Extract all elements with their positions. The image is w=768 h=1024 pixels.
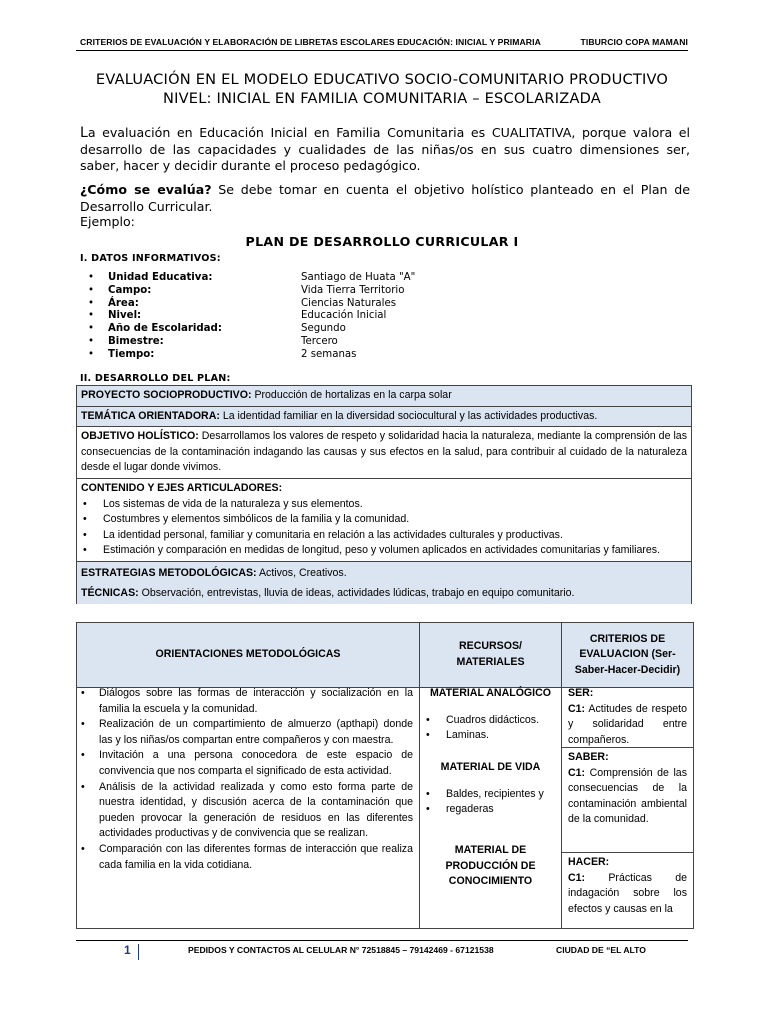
contenido-list: [81, 497, 687, 559]
title-line-2: NIVEL: INICIAL EN FAMILIA COMUNITARIA – ESCOLARIZADA: [163, 90, 601, 107]
question-paragraph: [80, 182, 690, 215]
estrategias-line: ESTRATEGIAS METODOLÓGICAS: Activos, Creativos.: [81, 566, 347, 579]
list-item: • regaderas: [426, 803, 494, 816]
info-row: • Área: Ciencias Naturales: [88, 297, 397, 309]
material-vida: MATERIAL DE VIDA • Baldes, recipientes y • regaderas: [420, 760, 561, 818]
list-item: • Diálogos sobre las formas de interacción y socialización en la familia la escuela y la comunidad.: [81, 687, 413, 715]
criterio-hacer: HACER: C1: Prácticas de indagación sobre los efectos y causas en la: [568, 856, 687, 915]
page-number: 1: [124, 943, 131, 957]
info-row: • Nivel: Educación Inicial: [88, 310, 387, 322]
list-item: • Laminas.: [426, 729, 489, 742]
criterio-saber: SABER: C1: Comprensión de las consecuencias de la contaminación ambiental de la comunidad.: [562, 750, 693, 853]
header-rule: [76, 50, 688, 51]
plan-title: PLAN DE DESARROLLO CURRICULAR I: [245, 234, 519, 249]
orientaciones-list: [80, 686, 419, 873]
document-title: [76, 70, 688, 108]
col-header-recursos: RECURSOS/ MATERIALES: [420, 623, 562, 688]
section-datos-informativos: I. DATOS INFORMATIVOS:: [80, 253, 221, 264]
title-line-1: EVALUACIÓN EN EL MODELO EDUCATIVO SOCIO-COMUNITARIO PRODUCTIVO: [95, 71, 669, 88]
list-item: • Los sistemas de vida de la naturaleza y sus elementos.: [83, 497, 363, 510]
intro-paragraph: [80, 125, 690, 175]
orientaciones-table: [76, 622, 694, 929]
objetivo-row: OBJETIVO HOLÍSTICO: Desarrollamos los valores de respeto y solidaridad hacia la naturaleza, mediante la comprensión de las consecuencias de la contaminación indagando las causas y sus efectos en la salud, para contribuir al cuidado de la naturaleza desde el lugar donde vivimos.: [76, 426, 692, 478]
proyecto-row: PROYECTO SOCIOPRODUCTIVO: Producción de hortalizas en la carpa solar: [76, 385, 692, 406]
contenido-row: CONTENIDO Y EJES ARTICULADORES: • Los sistemas de vida de la naturaleza y sus elementos. • Costumbres y elementos simbólicos de la familia y la comunidad. • La identidad personal, familiar y comunitaria en relación a las actividades culturales y productivas. • Estimación y comparación en medidas de longitud, peso y volumen aplicados en actividades comunitarias y familiares.: [76, 478, 692, 561]
header-author: TIBURCIO COPA MAMANI: [580, 37, 688, 47]
vida-list: [420, 787, 561, 818]
list-item: • Análisis de la actividad realizada y como esto forma parte de nuestra identidad, y discusión acerca de la contaminación que pueden provocar la generación de residuos en las diferentes actividades productivas y de convivencia que se realizan.: [81, 780, 413, 840]
info-row: • Campo: Vida Tierra Territorio: [88, 284, 405, 296]
running-footer: [76, 944, 688, 960]
estrategias-row: [76, 561, 692, 604]
tecnicas-line: TÉCNICAS: Observación, entrevistas, lluvia de ideas, actividades lúdicas, trabajo en equipo comunitario.: [81, 586, 575, 599]
info-row: • Unidad Educativa: Santiago de Huata "A": [88, 272, 416, 283]
material-analogico: MATERIAL ANALÓGICO • Cuadros didácticos. • Laminas.: [420, 686, 561, 744]
question-answer: Se debe tomar en cuenta el objetivo holístico planteado en el Plan de Desarrollo Curricular.: [80, 182, 690, 214]
list-item: • Costumbres y elementos simbólicos de la familia y la comunidad.: [83, 513, 410, 526]
list-item: • Cuadros didácticos.: [426, 713, 540, 726]
footer-contact: PEDIDOS Y CONTACTOS AL CELULAR N° 72518845 – 79142469 - 67121538: [188, 945, 494, 955]
footer-city: CIUDAD DE “EL ALTO: [556, 945, 646, 955]
list-item: • La identidad personal, familiar y comunitaria en relación a las actividades culturales y productivas.: [83, 528, 563, 541]
info-list: [88, 272, 508, 362]
running-header: [76, 36, 688, 50]
material-produccion: MATERIAL DE PRODUCCIÓN DE CONOCIMIENTO: [445, 844, 536, 888]
recursos-cell: [420, 688, 562, 928]
list-item: • Realización de un compartimiento de almuerzo (apthapi) donde las y los niñas/os compartan entre compañeros y con maestra.: [81, 718, 413, 746]
col-header-orientaciones: ORIENTACIONES METODOLÓGICAS: [77, 623, 420, 688]
intro-text: a evaluación en Educación Inicial en Familia Comunitaria es CUALITATIVA, porque valora el desarrollo de las capacidades y cualidades de las niñas/os en sus cuatro dimensiones ser, saber, hacer y decidir durante el proceso pedagógico.: [80, 125, 690, 173]
example-label: Ejemplo:: [80, 214, 135, 229]
plan-table: [76, 385, 692, 604]
analogico-list: [420, 713, 561, 744]
footer-rule: [76, 940, 688, 941]
list-item: • Invitación a una persona conocedora de este espacio de convivencia que nos comparta el significado de esta actividad.: [81, 749, 413, 777]
list-item: • Estimación y comparación en medidas de longitud, peso y volumen aplicados en actividades comunitarias y familiares.: [83, 544, 661, 557]
question-label: ¿Cómo se evalúa?: [80, 182, 212, 197]
criterios-cell: [562, 688, 693, 928]
intro-initial: L: [80, 125, 88, 141]
orientaciones-cell: [77, 688, 420, 928]
header-left-text: CRITERIOS DE EVALUACIÓN Y ELABORACIÓN DE LIBRETAS ESCOLARES EDUCACIÓN: INICIAL Y PRIMARIA: [80, 37, 541, 47]
list-item: • Comparación con las diferentes formas de interacción que realiza cada familia en la vida cotidiana.: [81, 842, 413, 871]
page-number-divider: [138, 944, 139, 960]
info-row: • Tiempo: 2 semanas: [88, 348, 357, 360]
info-row: • Bimestre: Tercero: [88, 335, 338, 347]
col-header-criterios: CRITERIOS DE EVALUACION (Ser- Saber-Hacer-Decidir): [562, 623, 693, 688]
tematica-row: TEMÁTICA ORIENTADORA: La identidad familiar en la diversidad sociocultural y las actividades productivas.: [76, 406, 692, 427]
info-row: • Año de Escolaridad: Segundo: [88, 323, 346, 335]
list-item: • Baldes, recipientes y: [426, 787, 544, 800]
section-desarrollo-plan: II. DESARROLLO DEL PLAN:: [80, 373, 231, 384]
criterio-ser: SER: C1: Actitudes de respeto y solidaridad entre compañeros.: [562, 686, 693, 748]
